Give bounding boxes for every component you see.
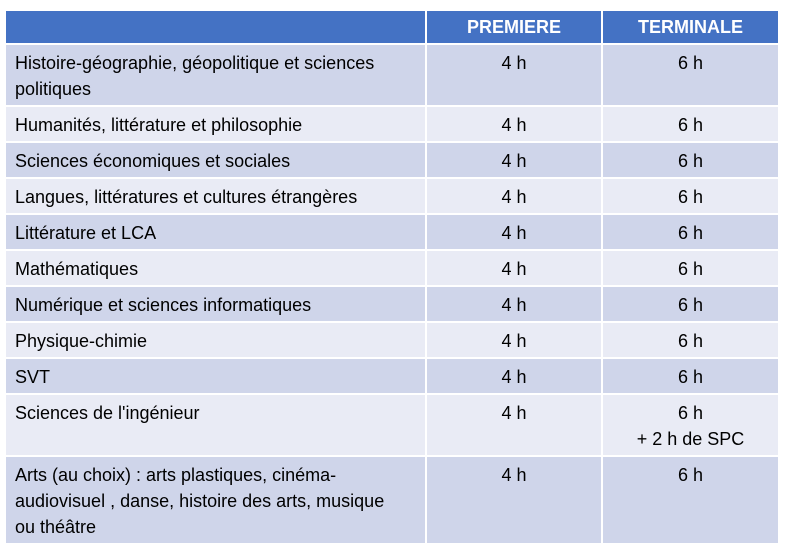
table-row <box>6 142 778 178</box>
terminale-hours-cell <box>602 178 778 214</box>
subject-text: SVT <box>15 367 51 387</box>
subject-cell <box>6 286 426 322</box>
table-row <box>6 44 778 106</box>
terminale-hours-text: 6 h <box>677 151 704 171</box>
premiere-hours-cell <box>426 142 602 178</box>
subject-cell <box>6 456 426 544</box>
terminale-hours-cell <box>602 250 778 286</box>
premiere-hours-text: 4 h <box>501 367 527 387</box>
premiere-hours-text: 4 h <box>501 295 527 315</box>
premiere-hours-cell <box>426 214 602 250</box>
subject-cell <box>6 214 426 250</box>
subject-text: Numérique et sciences informatiques <box>15 295 312 315</box>
premiere-hours-cell <box>426 250 602 286</box>
terminale-hours-text: 6 h <box>677 331 704 351</box>
subject-text: politiques <box>15 79 92 99</box>
terminale-hours-text: 6 h <box>677 367 704 387</box>
subject-text: Physique-chimie <box>15 331 148 351</box>
terminale-hours-cell <box>602 286 778 322</box>
premiere-hours-text: 4 h <box>501 115 527 135</box>
terminale-hours-cell <box>602 322 778 358</box>
subject-text: Histoire-géographie, géopolitique et sciences <box>15 53 375 73</box>
premiere-hours-cell <box>426 286 602 322</box>
terminale-hours-cell <box>602 456 778 544</box>
specialty-hours-table <box>6 11 778 545</box>
table-row <box>6 250 778 286</box>
header-premiere: PREMIERE <box>426 11 602 44</box>
terminale-hours-text: + 2 h de SPC <box>636 429 745 449</box>
table-body <box>6 44 778 544</box>
subject-text: Langues, littératures et cultures étrangères <box>15 187 358 207</box>
subject-text: Humanités, littérature et philosophie <box>15 115 303 135</box>
premiere-hours-text: 4 h <box>501 187 527 207</box>
terminale-hours-text: 6 h <box>677 223 704 243</box>
premiere-hours-cell <box>426 44 602 106</box>
table-row <box>6 214 778 250</box>
subject-text: Arts (au choix) : arts plastiques, cinéma- <box>15 465 337 485</box>
terminale-hours-cell <box>602 106 778 142</box>
premiere-hours-text: 4 h <box>501 53 527 73</box>
terminale-hours-cell <box>602 394 778 456</box>
subject-text: audiovisuel , danse, histoire des arts, musique <box>15 491 385 511</box>
premiere-hours-cell <box>426 106 602 142</box>
terminale-hours-text: 6 h <box>677 259 704 279</box>
subject-text: ou théâtre <box>15 517 97 537</box>
specialty-hours-table-container <box>6 11 778 545</box>
table-row <box>6 322 778 358</box>
premiere-hours-text: 4 h <box>501 403 527 423</box>
subject-cell <box>6 250 426 286</box>
terminale-hours-text: 6 h <box>677 53 704 73</box>
subject-text: Littérature et LCA <box>15 223 157 243</box>
subject-cell <box>6 322 426 358</box>
subject-cell <box>6 106 426 142</box>
terminale-hours-cell <box>602 142 778 178</box>
subject-cell <box>6 44 426 106</box>
header-row <box>6 11 778 44</box>
subject-text: Sciences économiques et sociales <box>15 151 291 171</box>
subject-text: Sciences de l'ingénieur <box>15 403 200 423</box>
premiere-hours-cell <box>426 322 602 358</box>
table-row <box>6 394 778 456</box>
table-row <box>6 178 778 214</box>
premiere-hours-text: 4 h <box>501 331 527 351</box>
terminale-hours-cell <box>602 44 778 106</box>
terminale-hours-text: 6 h <box>677 115 704 135</box>
premiere-hours-cell <box>426 178 602 214</box>
table-row <box>6 286 778 322</box>
premiere-hours-text: 4 h <box>501 151 527 171</box>
terminale-hours-cell <box>602 358 778 394</box>
header-subject-cell <box>6 11 426 44</box>
subject-text: Mathématiques <box>15 259 139 279</box>
terminale-hours-text: 6 h <box>677 295 704 315</box>
terminale-hours-text: 6 h <box>677 187 704 207</box>
premiere-hours-text: 4 h <box>501 259 527 279</box>
table-row <box>6 358 778 394</box>
premiere-hours-text: 4 h <box>501 465 527 485</box>
premiere-hours-text: 4 h <box>501 223 527 243</box>
subject-cell <box>6 394 426 456</box>
premiere-hours-cell <box>426 394 602 456</box>
table-header <box>6 11 778 44</box>
subject-cell <box>6 142 426 178</box>
subject-cell <box>6 358 426 394</box>
table-row <box>6 456 778 544</box>
premiere-hours-cell <box>426 358 602 394</box>
table-row <box>6 106 778 142</box>
premiere-hours-cell <box>426 456 602 544</box>
terminale-hours-cell <box>602 214 778 250</box>
terminale-hours-text: 6 h <box>677 403 704 423</box>
header-terminale: TERMINALE <box>602 11 778 44</box>
terminale-hours-text: 6 h <box>677 465 704 485</box>
subject-cell <box>6 178 426 214</box>
